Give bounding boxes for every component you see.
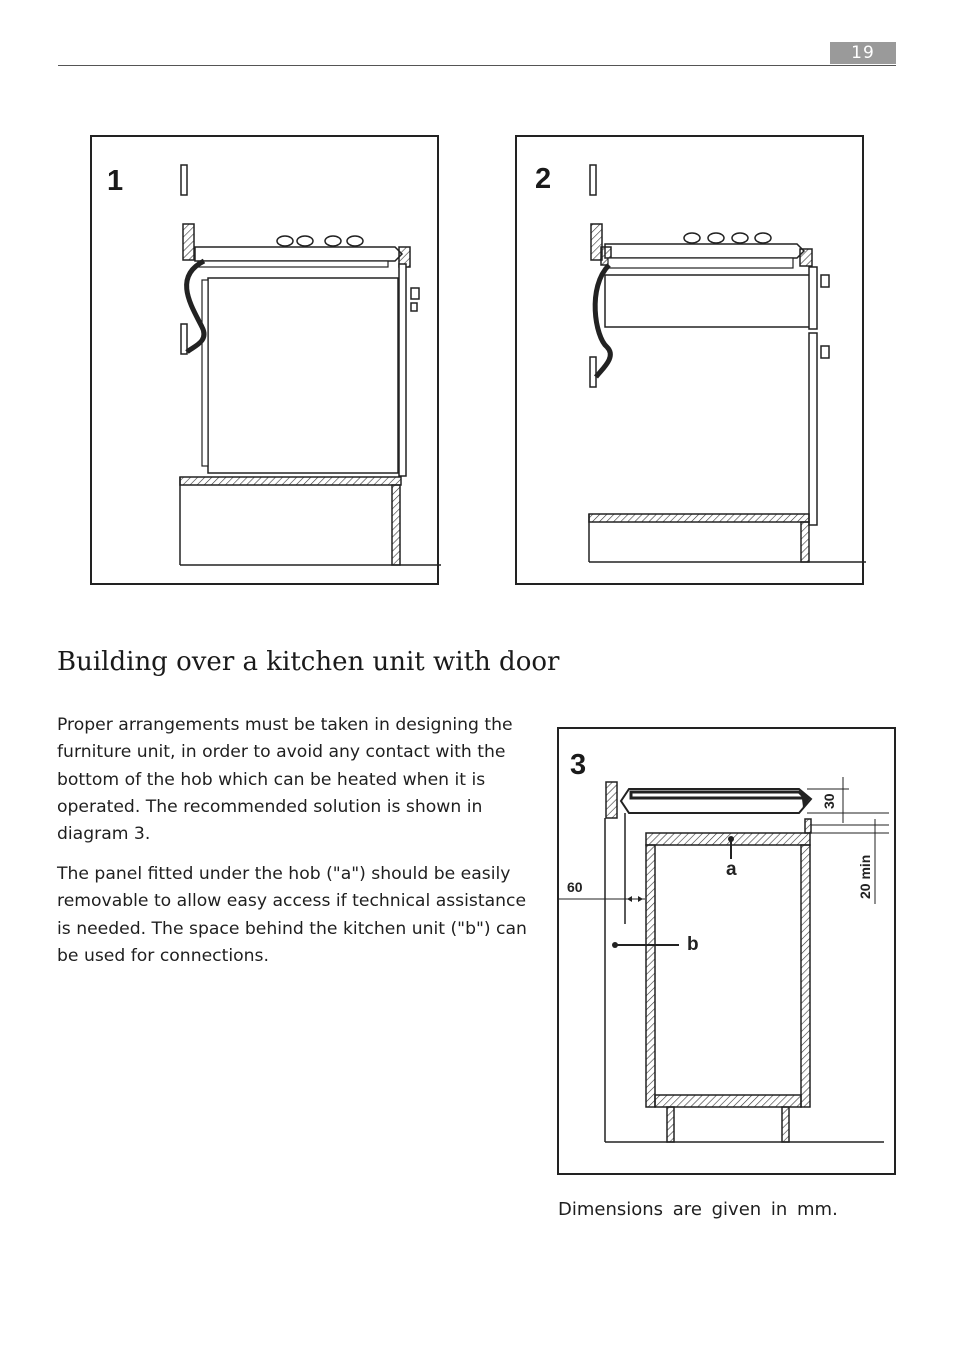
page-number: 19 <box>830 42 896 64</box>
section-title: Building over a kitchen unit with door <box>57 647 560 677</box>
figure-2-hob-over-drawer <box>515 135 864 585</box>
figure-3-number: 3 <box>570 749 587 781</box>
dimension-60: 60 <box>567 879 583 895</box>
body-paragraph-2: The panel fitted under the hob ("a") should be easily removable to allow easy access if technical assistance is needed. The space behind the kitchen unit ("b") can be used for connections. <box>57 864 527 966</box>
figure-1-number: 1 <box>107 165 124 197</box>
figure-2-drawing <box>517 137 866 587</box>
figure-1-hob-over-oven <box>90 135 439 585</box>
label-b: b <box>687 934 699 955</box>
label-a: a <box>726 859 737 880</box>
figure-1-drawing <box>92 137 441 587</box>
figure-3-drawing <box>559 729 898 1177</box>
dimensions-note: Dimensions are given in mm. <box>558 1199 838 1220</box>
dimension-30: 30 <box>821 793 837 809</box>
header-rule <box>58 65 896 66</box>
figure-2-number: 2 <box>535 163 552 195</box>
body-paragraph-1: Proper arrangements must be taken in designing the furniture unit, in order to avoid any contact with the bottom of the hob which can be heated when it is operated. The recommended solution is shown in diagram 3. <box>57 715 513 845</box>
dimension-20-min: 20 min <box>857 854 873 899</box>
figure-3-unit-with-door <box>557 727 896 1175</box>
